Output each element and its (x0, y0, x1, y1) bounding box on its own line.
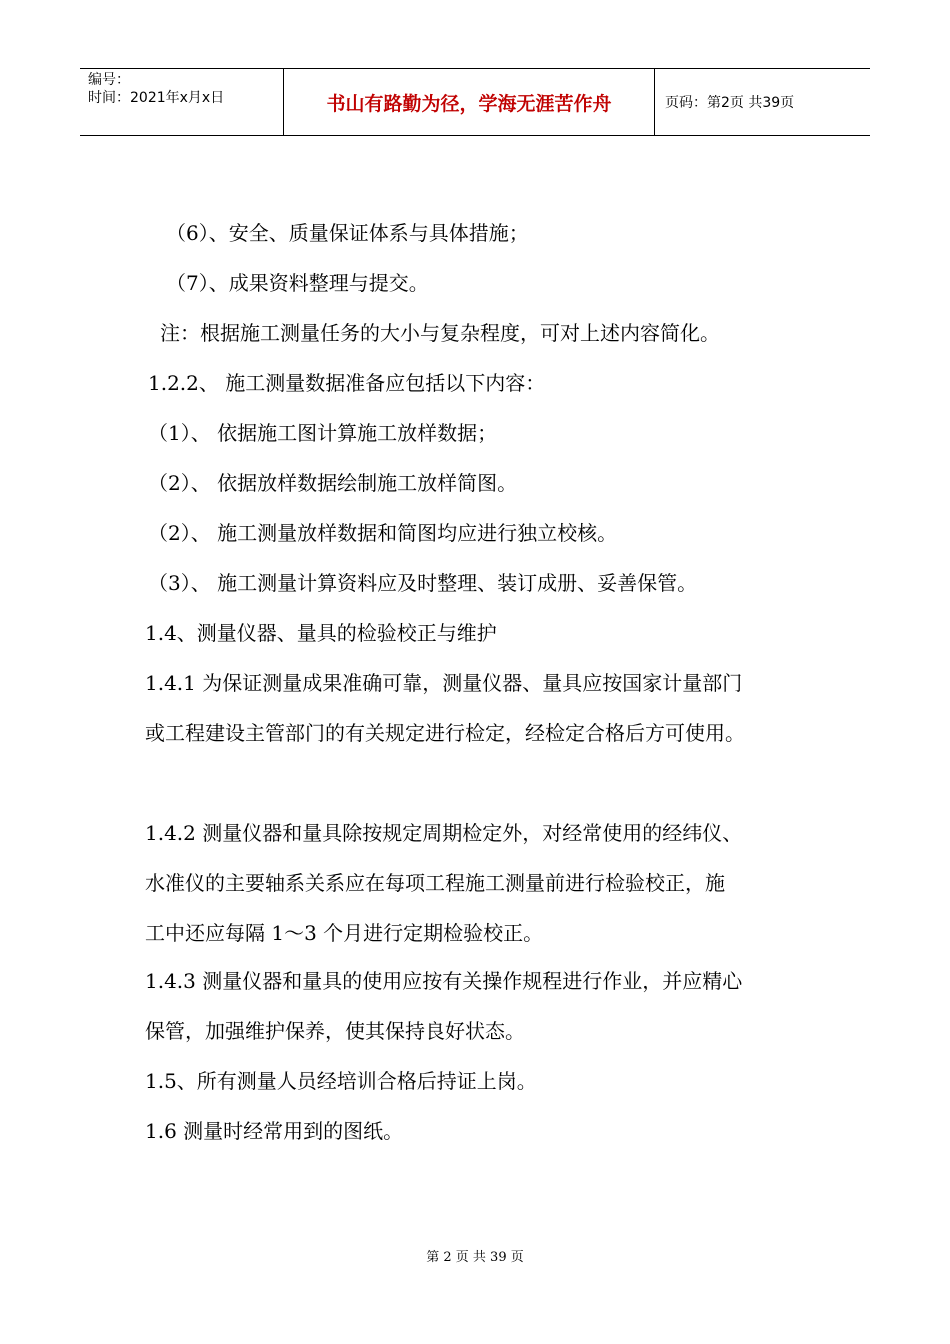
header-page-info: 页码：第2页 共39页 (665, 95, 795, 111)
header-motto: 书山有路勤为径，学海无涯苦作舟 (283, 69, 655, 135)
document-number-label: 编号： (88, 72, 130, 88)
section-heading: 1.2.2、 施工测量数据准备应包括以下内容： (148, 371, 546, 395)
paragraph-line: 1.5、所有测量人员经培训合格后持证上岗。 (145, 1069, 537, 1093)
section-heading: 1.4、测量仪器、量具的检验校正与维护 (145, 621, 497, 645)
list-item: （2）、 依据放样数据绘制施工放样简图。 (148, 471, 518, 495)
list-item: （1）、 依据施工图计算施工放样数据； (148, 421, 498, 445)
header-meta (80, 69, 283, 135)
list-item: （6）、安全、质量保证体系与具体措施； (166, 221, 529, 245)
paragraph-line: 1.6 测量时经常用到的图纸。 (145, 1119, 404, 1143)
document-time-label: 时间：2021年x月x日 (88, 90, 225, 106)
paragraph-line: 或工程建设主管部门的有关规定进行检定，经检定合格后方可使用。 (145, 721, 745, 745)
list-item: （3）、 施工测量计算资料应及时整理、装订成册、妥善保管。 (148, 571, 698, 595)
page-footer: 第 2 页 共 39 页 (426, 1250, 524, 1265)
paragraph-line: 保管，加强维护保养，使其保持良好状态。 (145, 1019, 525, 1043)
note-line: 注：根据施工测量任务的大小与复杂程度，可对上述内容简化。 (160, 321, 720, 345)
paragraph-line: 1.4.2 测量仪器和量具除按规定周期检定外，对经常使用的经纬仪、 (145, 821, 743, 845)
list-item: （7）、成果资料整理与提交。 (166, 271, 429, 295)
paragraph-line: 水准仪的主要轴系关系应在每项工程施工测量前进行检验校正，施 (145, 871, 725, 895)
paragraph-line: 1.4.1 为保证测量成果准确可靠，测量仪器、量具应按国家计量部门 (145, 671, 743, 695)
paragraph-line: 工中还应每隔 1～3 个月进行定期检验校正。 (145, 921, 544, 945)
document-header (80, 68, 870, 136)
list-item: （2）、 施工测量放样数据和简图均应进行独立校核。 (148, 521, 618, 545)
paragraph-line: 1.4.3 测量仪器和量具的使用应按有关操作规程进行作业，并应精心 (145, 969, 743, 993)
